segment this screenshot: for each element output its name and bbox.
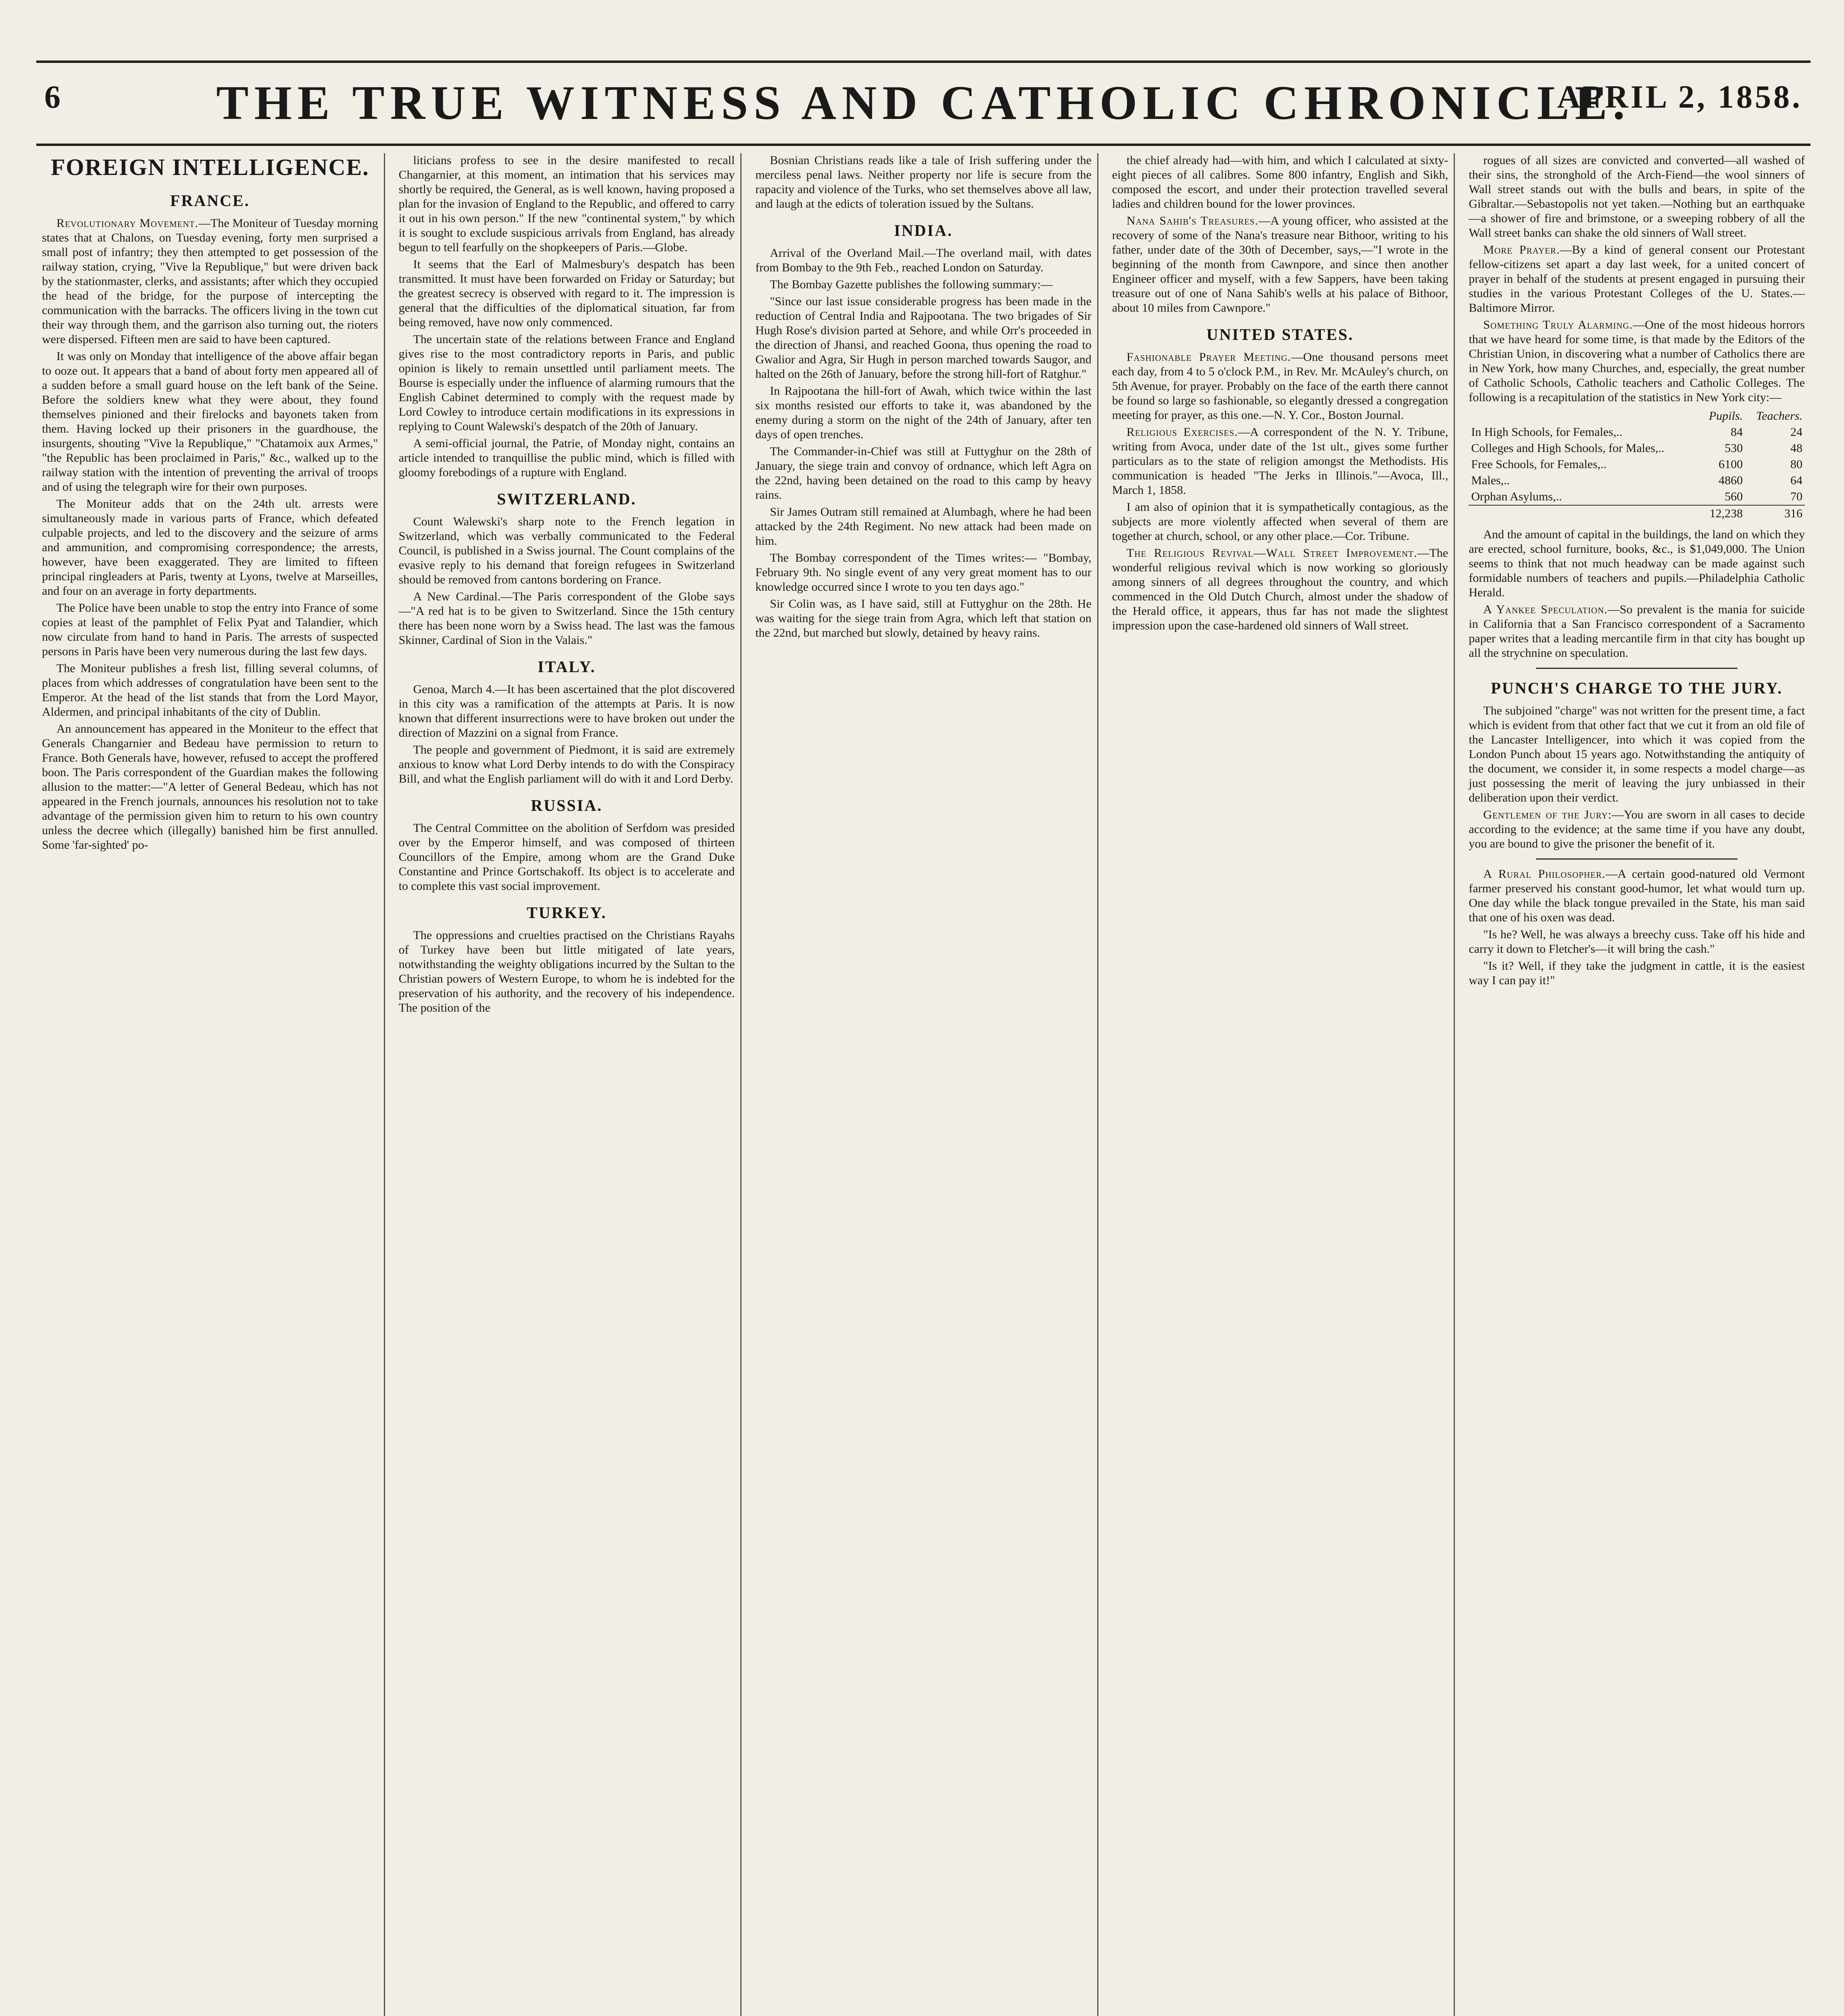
article-paragraph: And the amount of capital in the buildings, the land on which they are erected, school furniture, books, &c., is $1,049,000. The Union seems to think that not much headway can be made against such formidable numbers of teachers and pupils.—Philadelphia Catholic Herald. — [1469, 528, 1805, 599]
section-heading-turkey: TURKEY. — [527, 904, 607, 922]
table-row: Free Schools, for Females,.. 6100 80 — [1471, 458, 1802, 471]
divider — [1536, 668, 1738, 669]
table-row: In High Schools, for Females,.. 84 24 — [1471, 425, 1802, 439]
article-paragraph: Sir Colin was, as I have said, still at Futtyghur on the 28th. He was waiting for the siege train from Agra, which left that station on the 22nd, but marched but slowly, detained by heavy rains. — [755, 597, 1092, 639]
column-1 — [36, 153, 385, 2016]
section-heading-russia: RUSSIA. — [531, 796, 603, 814]
divider — [1536, 858, 1738, 860]
article-paragraph: Religious Exercises.—A correspondent of the N. Y. Tribune, writing from Avoca, under date of the 1st ult., gives some further particulars as to the state of religion amongst the Methodists. His communication is headed "The Jerks in Illinois."—Avoca, Ill., March 1, 1858. — [1112, 425, 1448, 497]
masthead — [36, 60, 1811, 146]
section-heading-foreign: FOREIGN INTELLIGENCE. — [50, 154, 369, 180]
article-paragraph: More Prayer.—By a kind of general consent our Protestant fellow-citizens set apart a day last week, for a united concert of prayer in behalf of the students at present engaged in pursuing their studies in the various Protestant Colleges of the U. States.—Baltimore Mirror. — [1469, 243, 1805, 314]
article-paragraph: Something Truly Alarming.—One of the most hideous horrors that we have heard for some time, is that made by the Editors of the Christian Union, in discovering what a number of Catholics there are in New York, how many Churches, and, especially, the great number of Catholic Schools, Catholic teachers and Catholic Colleges. The following is a recapitulation of the statistics in New York city:— — [1469, 318, 1805, 404]
article-paragraph: Bosnian Christians reads like a tale of Irish suffering under the merciless penal laws. Neither property nor life is secure from the rapacity and violence of the Turks, who set themselves above all law, and laugh at the edicts of toleration issued by the Sultans. — [755, 154, 1092, 210]
article-paragraph: the chief already had—with him, and which I calculated at sixty-eight pieces of all calibres. Some 800 infantry, English and Sikh, composed the escort, and under their protection travelled several ladies and children bound for the lower provinces. — [1112, 154, 1448, 210]
table-total-row: 12,238 316 — [1469, 505, 1805, 522]
column-5 — [1463, 153, 1811, 2016]
article-paragraph: The subjoined "charge" was not written for the present time, a fact which is evident from that other fact that we cut it from an old file of the Lancaster Intelligencer, into which it was copied from the London Punch about 15 years ago. Notwithstanding the antiquity of the document, we consider it, in some respects a model charge—as just possessing the merit of leaving the jury unbiassed in their deliberation upon their verdict. — [1469, 704, 1805, 804]
section-heading-switzerland: SWITZERLAND. — [497, 490, 637, 508]
article-paragraph: The Bombay correspondent of the Times writes:— "Bombay, February 9th. No single event of any very great moment has to our knowledge occurred since I wrote to you ten days ago." — [755, 551, 1092, 594]
article-paragraph: The uncertain state of the relations between France and England gives rise to the most contradictory reports in Paris, and public opinion is likely to remain unsettled until parliament meets. The Bourse is especially under the influence of alarming rumours that the English Cabinet determined to comply with the request made by Lord Cowley to introduce certain modifications in its expressions in replying to Count Walewski's despatch of the 20th of January. — [398, 333, 735, 433]
article-paragraph: A semi-official journal, the Patrie, of Monday night, contains an article intended to tranquillise the public mind, which is filled with gloomy forebodings of a rupture with England. — [398, 437, 735, 479]
article-paragraph: An announcement has appeared in the Moniteur to the effect that Generals Changarnier and Bedeau have permission to return to France. Both Generals have, however, refused to accept the proffered boon. The Paris correspondent of the Guardian makes the following allusion to the matter:—"A letter of General Bedeau, which has not appeared in the French journals, announces his resolution not to take advantage of the permission given him to return to his own country unless the decree which (illegally) banished him be first annulled. Some 'far-sighted' po- — [42, 722, 378, 852]
article-paragraph: It was only on Monday that intelligence of the above affair began to ooze out. It appears that a band of about forty men appeared all of a sudden before a small guard house on the left bank of the Seine. Before the soldiers knew what they were about, they found themselves pinioned and their firelocks and bayonets taken from them. Having locked up their prisoners in the guardhouse, the insurgents, shouting "Vive la Republique," "Chatamoix aux Armes," "the Republic has been proclaimed in Paris," &c., walked up to the railway station with the intention of preventing the arrival of troops and of using the telegraph wire for their own purposes. — [42, 350, 378, 494]
section-heading-india: INDIA. — [894, 221, 953, 240]
article-paragraph: The Moniteur publishes a fresh list, filling several columns, of places from which addresses of congratulation have been sent to the Emperor. At the head of the list stands that from the Lord Mayor, Aldermen, and principal inhabitants of the city of Dublin. — [42, 662, 378, 719]
article-paragraph: A New Cardinal.—The Paris correspondent of the Globe says—"A red hat is to be given to Switzerland. Since the 15th century there has been none worn by a Swiss head. The last was the famous Skinner, Cardinal of Sion in the Valais." — [398, 590, 735, 647]
table-row: Males,.. 4860 64 — [1471, 474, 1802, 487]
article-paragraph: The Moniteur adds that on the 24th ult. arrests were simultaneously made in various parts of France, which defeated culpable projects, and led to the discovery and the seizure of arms and ammunition, and compromising correspondence; the arrests, however, have been exaggerated. They are limited to fifteen principal ringleaders at Paris, twenty at Lyons, twelve at Marseilles, and four on an average in forty departments. — [42, 497, 378, 598]
issue-date: APRIL 2, 1858. — [1557, 79, 1802, 115]
article-paragraph: Genoa, March 4.—It has been ascertained that the plot discovered in this city was a ramification of the attempts at Paris. It is now known that different insurrections were to have broken out under the direction of Mazzini on a signal from France. — [398, 683, 735, 739]
section-heading-united-states: UNITED STATES. — [1206, 325, 1354, 344]
newspaper-title: THE TRUE WITNESS AND CATHOLIC CHRONICLE. — [216, 76, 1631, 129]
article-paragraph: In Rajpootana the hill-fort of Awah, which twice within the last six months resisted our efforts to take it, was abandoned by the enemy during a storm on the night of the 24th of January, after ten days of open trenches. — [755, 384, 1092, 441]
article-paragraph: Gentlemen of the Jury:—You are sworn in all cases to decide according to the evidence; at the same time if you have any doubt, you are bound to give the prisoner the benefit of it. — [1469, 808, 1805, 850]
article-paragraph: A Rural Philosopher.—A certain good-natured old Vermont farmer preserved his constant good-humor, let what would turn up. One day while the black tongue prevailed in the State, his man said that one of his oxen was dead. — [1469, 867, 1805, 924]
article-paragraph: The Central Committee on the abolition of Serfdom was presided over by the Emperor himself, and was composed of thirteen Councillors of the Empire, among whom are the Grand Duke Constantine and Prince Gortschakoff. Its object is to accelerate and to complete this vast social improvement. — [398, 821, 735, 893]
article-paragraph: "Is it? Well, if they take the judgment in cattle, it is the easiest way I can pay it!" — [1469, 959, 1805, 987]
table-header-row: Pupils. Teachers. — [1709, 409, 1802, 423]
page-number: 6 — [44, 79, 60, 115]
column-4 — [1106, 153, 1455, 2016]
article-paragraph: The Police have been unable to stop the entry into France of some copies at least of the pamphlet of Felix Pyat and Talandier, which now circulate from hand to hand in Paris. The arrests of suspected persons in Paris have been very numerous during the last few days. — [42, 601, 378, 658]
column-3 — [750, 153, 1098, 2016]
article-paragraph: The Religious Revival—Wall Street Improvement.—The wonderful religious revival which is now working so gloriously among sinners of all degrees throughout the country, and which commenced in the Old Dutch Church, almost under the shadow of the Herald office, it appears, thus far has not made the slightest impression upon the case-hardened old sinners of Wall street. — [1112, 546, 1448, 632]
table-row: Orphan Asylums,.. 560 70 — [1471, 490, 1802, 503]
article-columns — [36, 153, 1811, 2016]
article-paragraph: rogues of all sizes are convicted and converted—all washed of their sins, the stronghold of the Arch-Fiend—the wool sinners of Wall street stands out with the bulls and bears, in spite of the Gibraltar.—Sebastopolis not yet taken.—Nothing but an earthquake—a shower of fire and brimstone, or a sweeping robbery of all the Wall street banks can shake the old sinners of Wall street. — [1469, 154, 1805, 240]
article-paragraph: Fashionable Prayer Meeting.—One thousand persons meet each day, from 4 to 5 o'clock P.M., in Rev. Mr. McAuley's church, on 5th Avenue, for prayer. Probably on the face of the earth there cannot be found so large so fashionable, so elegantly dressed a congregation meeting for prayer, as this one.—N. Y. Cor., Boston Journal. — [1112, 350, 1448, 422]
article-paragraph: "Since our last issue considerable progress has been made in the reduction of Central India and Rajpootana. The two brigades of Sir Hugh Rose's division parted at Sehore, and while Orr's proceeded in the direction of Jhansi, and reached Goona, thus opening the road to Gwalior and Agra, Sir Hugh in person marched towards Saugor, and halted on the 26th of January, before the strong hill-fort of Ratghur." — [755, 295, 1092, 381]
column-2 — [393, 153, 742, 2016]
statistics-table — [1469, 408, 1805, 522]
section-heading-italy: ITALY. — [538, 658, 596, 676]
article-paragraph: Nana Sahib's Treasures.—A young officer, who assisted at the recovery of some of the Nana's treasure near Bithoor, writing to his father, under date of the 30th of December, says,—"I wrote in the beginning of the month from Cawnpore, and since then another Engineer officer and myself, with a few Sappers, have been taking treasure out of one of Nana Sahib's wells at his palace of Bithoor, about 10 miles from Cawnpore." — [1112, 214, 1448, 314]
article-paragraph: I am also of opinion that it is sympathetically contagious, as the subjects are more violently affected when several of them are together at church, school, or any other place.—Cor. Tribune. — [1112, 500, 1448, 543]
article-paragraph: A Yankee Speculation.—So prevalent is the mania for suicide in California that a San Francisco correspondent of a Sacramento paper writes that a leading mercantile firm in that city has bought up all the strychnine on speculation. — [1469, 603, 1805, 660]
article-paragraph: It seems that the Earl of Malmesbury's despatch has been transmitted. It must have been forwarded on Friday or Saturday; but the greatest secrecy is observed with regard to it. The impression is general that the difficulties of the diplomatical situation, far from being removed, have now only commenced. — [398, 258, 735, 329]
article-paragraph: Sir James Outram still remained at Alumbagh, where he had been attacked by the 24th Regiment. No new attack had been made on him. — [755, 505, 1092, 548]
article-paragraph: The people and government of Piedmont, it is said are extremely anxious to know what Lord Derby intends to do with the Conspiracy Bill, and what the English parliament will do with it and Lord Derby. — [398, 743, 735, 785]
article-paragraph: Count Walewski's sharp note to the French legation in Switzerland, which was verbally communicated to the Federal Council, is published in a Swiss journal. The Count complains of the evasive reply to his demand that foreign refugees in Switzerland should be removed from cantons bordering on France. — [398, 515, 735, 586]
section-heading-punch: PUNCH'S CHARGE TO THE JURY. — [1491, 679, 1783, 697]
article-paragraph: Arrival of the Overland Mail.—The overland mail, with dates from Bombay to the 9th Feb., reached London on Saturday. — [755, 246, 1092, 274]
article-paragraph: The Bombay Gazette publishes the following summary:— — [770, 278, 1053, 291]
article-paragraph: The Commander-in-Chief was still at Futtyghur on the 28th of January, the siege train and convoy of ordnance, which left Agra on the 22nd, having been detained on the road to this camp by heavy rains. — [755, 445, 1092, 502]
table-row: Colleges and High Schools, for Males,.. 530 48 — [1471, 442, 1802, 455]
article-paragraph: Revolutionary Movement.—The Moniteur of Tuesday morning states that at Chalons, on Tuesday evening, forty men surprised a small post of infantry; they then attempted to get possession of the railway station, crying, "Vive la Republique," but were driven back by the stationmaster, clerks, and assistants; after which they occupied the head of the bridge, for the purpose of intercepting the communication with the barracks. The officers living in the town cut their way through them, and the garrison also turning out, the rioters were dispersed. Fifteen men are said to have been captured. — [42, 217, 378, 346]
article-paragraph: liticians profess to see in the desire manifested to recall Changarnier, at this moment, an intimation that his services may shortly be required, the General, as is well known, having proposed a plan for the invasion of England to the Republic, and offered to carry it out in his own person." If the new "continental system," by which it is sought to exclude suspicious arrivals from England, has already begun to tell fearfully on the shopkeepers of Paris.—Globe. — [398, 154, 735, 254]
article-paragraph: "Is he? Well, he was always a breechy cuss. Take off his hide and carry it down to Fletcher's—it will bring the cash." — [1469, 928, 1805, 956]
section-heading-france: FRANCE. — [170, 192, 250, 210]
article-paragraph: The oppressions and cruelties practised on the Christians Rayahs of Turkey have been but little mitigated of late years, notwithstanding the weighty obligations incurred by the Sultan to the Christian powers of Western Europe, to whom he is indebted for the preservation of his authority, and the recovery of his independence. The position of the — [398, 929, 735, 1014]
